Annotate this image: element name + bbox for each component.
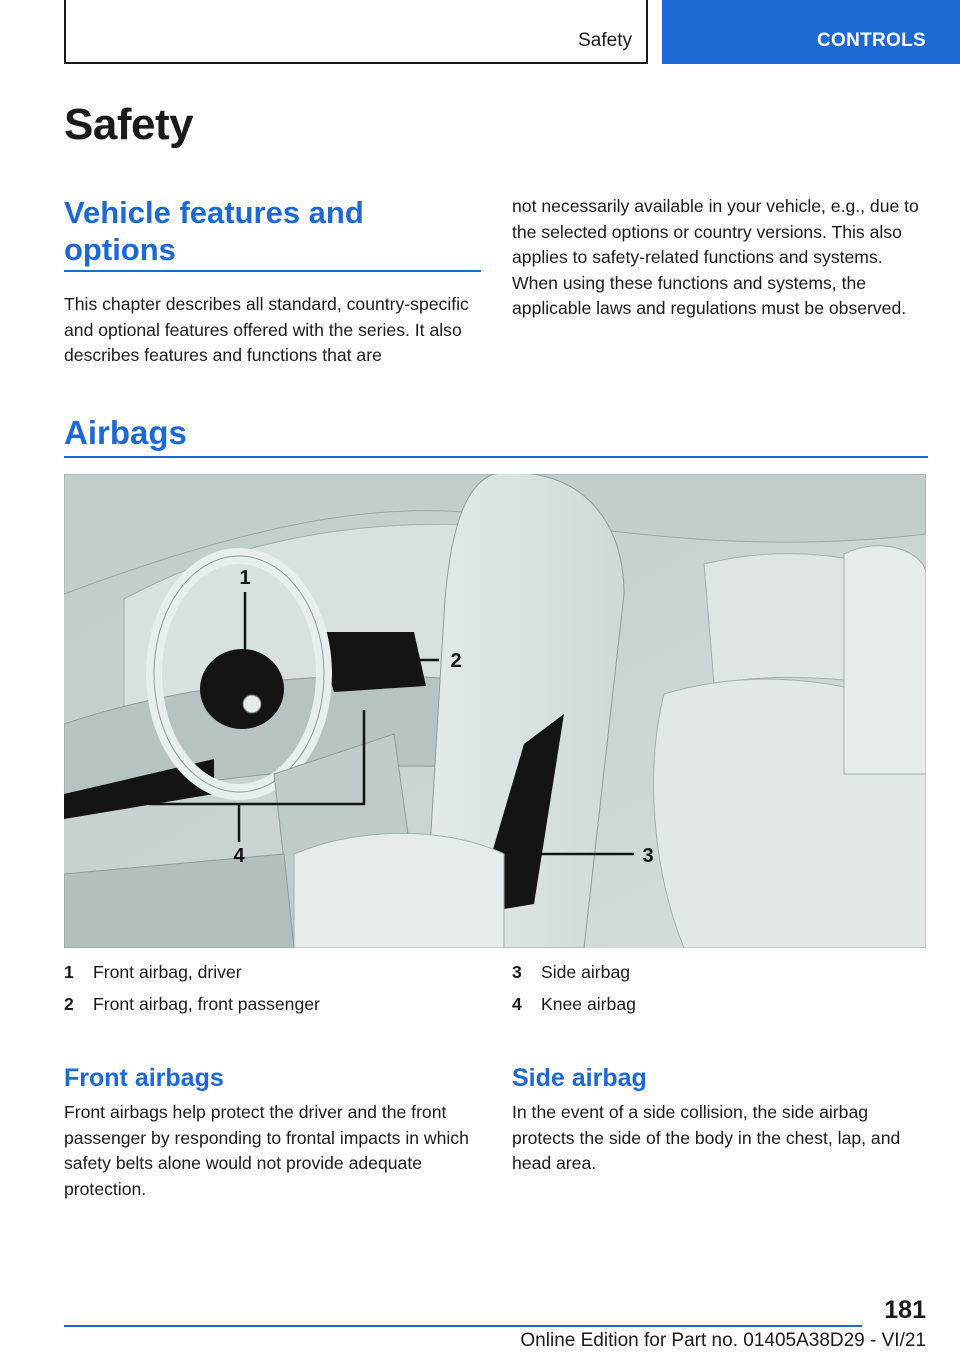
header-tab-label: CONTROLS — [816, 30, 926, 51]
legend-item — [512, 994, 522, 1015]
callout-3: 3 — [642, 845, 654, 867]
legend-text: Front airbag, driver — [93, 962, 242, 982]
legend-item — [512, 962, 522, 983]
header-tab-controls[interactable] — [662, 0, 960, 64]
car-interior-drawing — [64, 474, 926, 948]
header-left-box — [64, 0, 648, 64]
paragraph-front-airbags: Front airbags help protect the driver and the front passenger by responding to frontal impacts in which safety belts alone would not provide adequate protection. — [64, 1102, 469, 1199]
legend-number: 3 — [512, 962, 522, 982]
legend-number: 4 — [512, 994, 522, 1014]
legend-number: 2 — [64, 994, 74, 1014]
page-number: 181 — [884, 1296, 926, 1324]
footer-edition: Online Edition for Part no. 01405A38D29 - VI/21 — [520, 1330, 926, 1351]
paragraph-vehicle-features-right: not necessarily available in your vehicle, e.g., due to the selected options or country versions. This also applies to safety-related functions and systems. When using these functions and systems, the applicable laws and regulations must be observed. — [512, 196, 919, 319]
callout-2: 2 — [450, 650, 462, 672]
section-divider — [64, 270, 481, 272]
callout-4: 4 — [233, 845, 245, 867]
legend-text: Side airbag — [541, 962, 631, 982]
paragraph-side-airbag: In the event of a side collision, the side airbag protects the side of the body in the chest, lap, and head area. — [512, 1102, 901, 1174]
section-title-vehicle-features: Vehicle features and options — [64, 195, 364, 267]
legend-item — [64, 962, 74, 983]
section-divider — [64, 456, 928, 458]
section-title-airbags: Airbags — [64, 414, 187, 451]
header-section-label: Safety — [578, 30, 632, 51]
legend-number: 1 — [64, 962, 74, 982]
subsection-title-front-airbags: Front airbags — [64, 1064, 224, 1092]
airbag-illustration — [64, 474, 926, 948]
legend-text: Knee airbag — [541, 994, 636, 1014]
legend-text: Front airbag, front passenger — [93, 994, 320, 1014]
paragraph-vehicle-features-left: This chapter describes all standard, country-specific and optional features offered with the series. It also describes features and functions that are — [64, 294, 469, 366]
subsection-title-side-airbag: Side airbag — [512, 1064, 647, 1092]
callout-1: 1 — [239, 567, 251, 589]
footer-divider — [64, 1325, 862, 1327]
page-title: Safety — [64, 100, 194, 149]
legend-item — [64, 994, 74, 1015]
